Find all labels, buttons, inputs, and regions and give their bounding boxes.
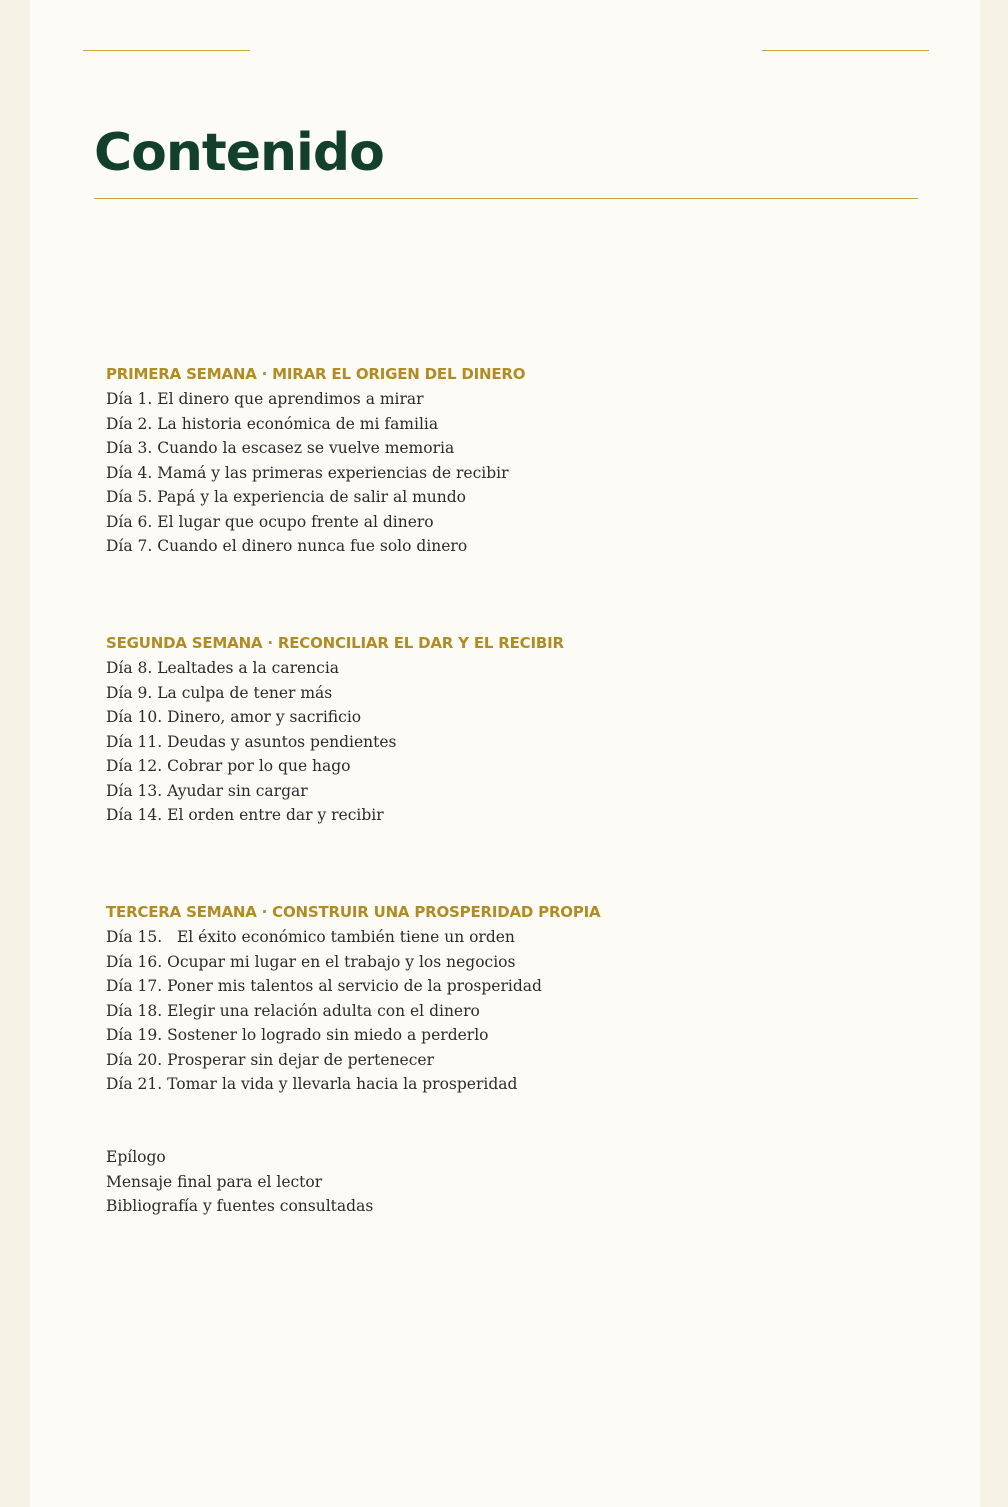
toc-entry: Día 1. El dinero que aprendimos a mirar	[106, 390, 424, 408]
section-week-3	[106, 899, 600, 1097]
section-week-2	[106, 630, 564, 828]
toc-entry: Día 3. Cuando la escasez se vuelve memoria	[106, 439, 455, 457]
section-week-1	[106, 361, 525, 559]
toc-entry: Día 8. Lealtades a la carencia	[106, 659, 340, 677]
section-heading: PRIMERA SEMANA · MIRAR EL ORIGEN DEL DINERO	[106, 365, 526, 383]
entry-list	[106, 656, 564, 828]
toc-entry: Día 16. Ocupar mi lugar en el trabajo y los negocios	[106, 952, 516, 971]
section-closing	[106, 1145, 373, 1219]
section-heading: SEGUNDA SEMANA · RECONCILIAR EL DAR Y EL RECIBIR	[106, 634, 564, 652]
title-underline	[94, 198, 918, 199]
toc-entry-final-message: Mensaje final para el lector	[106, 1172, 323, 1191]
toc-entry: Día 7. Cuando el dinero nunca fue solo dinero	[106, 537, 468, 555]
toc-entry: Día 15. El éxito económico también tiene un orden	[106, 928, 515, 946]
toc-entry: Día 14. El orden entre dar y recibir	[106, 806, 384, 824]
top-right-rule	[762, 50, 929, 51]
toc-entry: Día 18. Elegir una relación adulta con el dinero	[106, 1001, 480, 1020]
entry-list	[106, 925, 600, 1097]
page-title: Contenido	[94, 123, 384, 183]
entry-list	[106, 387, 525, 559]
document-page	[30, 0, 980, 1507]
toc-entry: Día 11. Deudas y asuntos pendientes	[106, 732, 397, 751]
toc-entry-epilogue: Epílogo	[106, 1148, 166, 1166]
toc-entry: Día 20. Prosperar sin dejar de pertenecer	[106, 1050, 434, 1069]
toc-entry: Día 21. Tomar la vida y llevarla hacia la prosperidad	[106, 1075, 518, 1093]
section-heading: TERCERA SEMANA · CONSTRUIR UNA PROSPERIDAD PROPIA	[106, 903, 601, 921]
toc-entry: Día 9. La culpa de tener más	[106, 683, 333, 702]
toc-entry: Día 13. Ayudar sin cargar	[106, 781, 308, 800]
toc-entry: Día 17. Poner mis talentos al servicio de la prosperidad	[106, 977, 542, 995]
toc-entry: Día 5. Papá y la experiencia de salir al mundo	[106, 488, 466, 506]
toc-entry: Día 4. Mamá y las primeras experiencias de recibir	[106, 463, 509, 482]
entry-list	[106, 1145, 373, 1219]
top-left-rule	[83, 50, 250, 51]
toc-entry-bibliography: Bibliografía y fuentes consultadas	[106, 1197, 374, 1215]
toc-entry: Día 12. Cobrar por lo que hago	[106, 757, 351, 775]
toc-entry: Día 6. El lugar que ocupo frente al dinero	[106, 512, 434, 531]
toc-entry: Día 2. La historia económica de mi familia	[106, 414, 439, 433]
toc-entry: Día 19. Sostener lo logrado sin miedo a perderlo	[106, 1026, 489, 1044]
toc-entry: Día 10. Dinero, amor y sacrificio	[106, 708, 362, 726]
